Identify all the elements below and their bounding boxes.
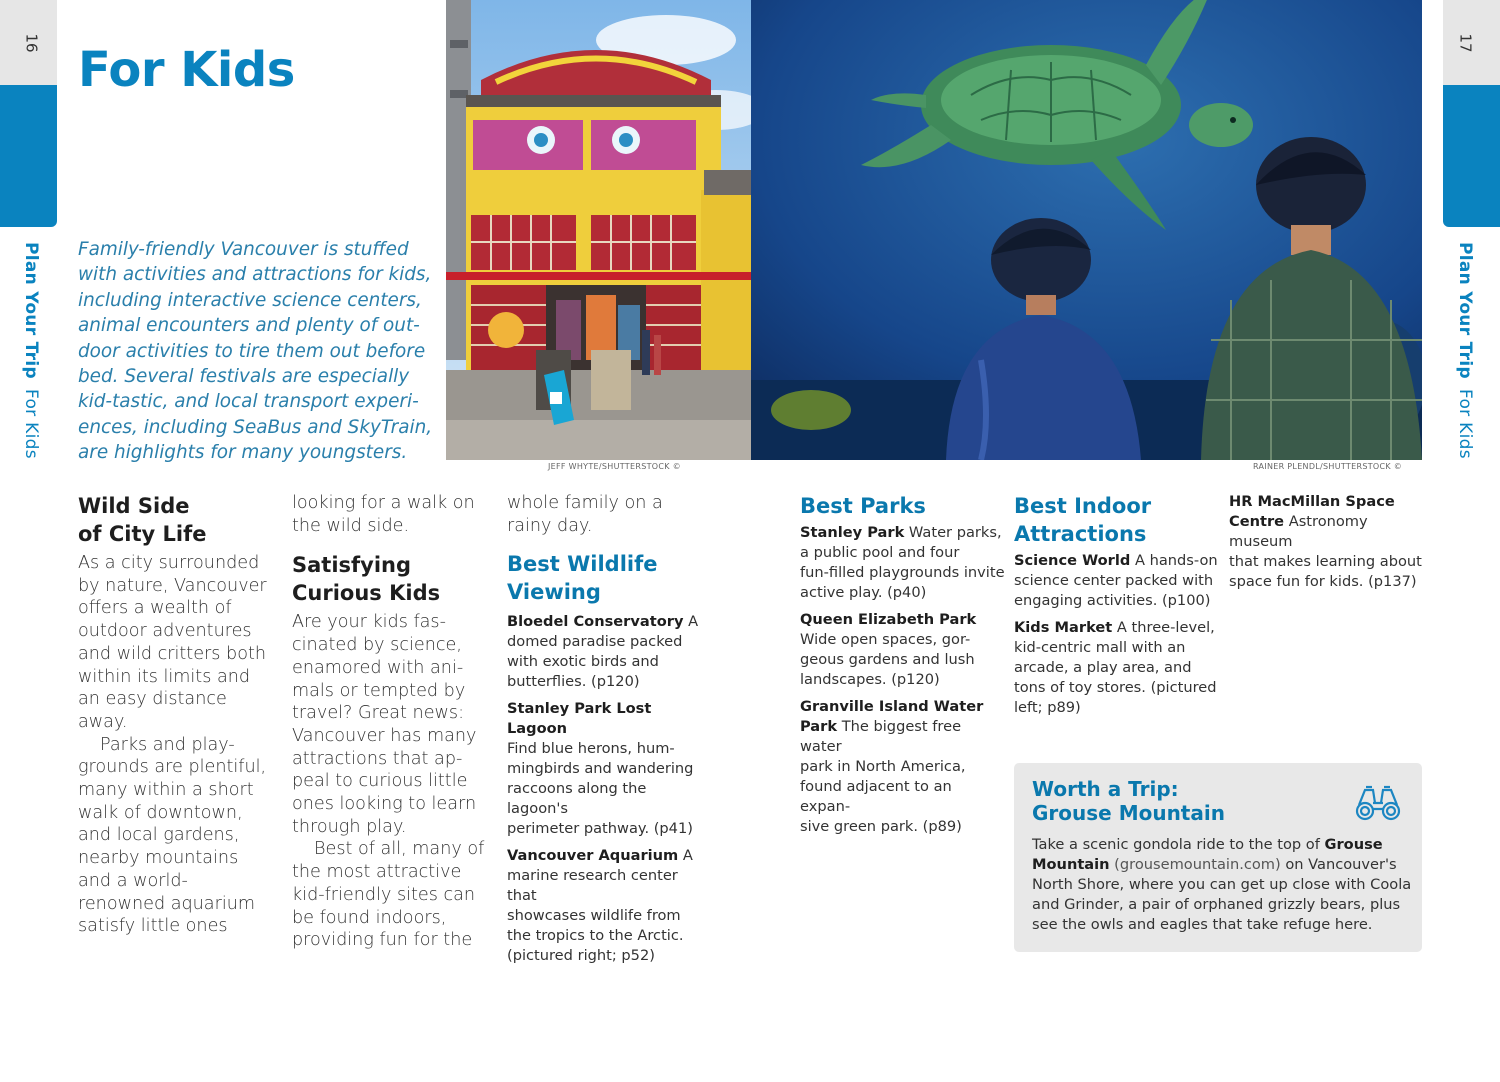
text-line: (pictured right; p52) [507, 947, 655, 965]
text-line: sive green park. (p89) [800, 818, 962, 835]
listing-name: Vancouver Aquarium [507, 847, 679, 865]
heading-line: Viewing [507, 580, 601, 605]
text-line: ones looking to learn [292, 794, 477, 815]
text-line: the tropics to the Arctic. [507, 927, 684, 945]
text-line: enamored with ani- [292, 657, 464, 678]
text-line: Are your kids fas- [292, 612, 446, 633]
text-line: offers a wealth of [78, 598, 232, 619]
curious-kids-lead [292, 492, 492, 537]
text-line: fun-filled playgrounds invite [800, 564, 1005, 581]
listing-name: Park [800, 718, 838, 735]
text-line: looking for a walk on [292, 493, 475, 513]
listing-name: Kids Market [1014, 619, 1113, 636]
heading-best-wildlife [507, 550, 707, 606]
heading-line: Grouse Mountain [1032, 801, 1225, 825]
listing-name: Queen Elizabeth Park [800, 611, 977, 628]
column-wildlife [507, 492, 707, 973]
text-line: Astronomy museum [1229, 513, 1368, 550]
intro-line: are highlights for many youngsters. [78, 442, 408, 464]
text-line: Parks and play- [100, 734, 235, 755]
left-tab-blue [0, 85, 57, 227]
listing-name: HR MacMillan Space [1229, 493, 1395, 510]
right-tab-blue [1443, 85, 1500, 227]
text-line: Best of all, many of [314, 839, 485, 860]
text-line: Vancouver has many [292, 725, 477, 746]
intro-line: ences, including SeaBus and SkyTrain, [78, 416, 433, 438]
wildlife-lead [507, 492, 707, 537]
text-line: A [683, 613, 699, 631]
text-line: A [678, 847, 693, 865]
listing-vancouver-aquarium [507, 846, 707, 966]
text-line: park in North America, [800, 758, 966, 775]
heading-best-indoor [1014, 492, 1219, 548]
text-line: many within a short [78, 780, 254, 801]
text-line: through play. [292, 816, 407, 837]
heading-best-parks: Best Parks [800, 494, 926, 518]
text-line: marine research center that [507, 867, 678, 905]
text-line: mals or tempted by [292, 680, 466, 701]
side-label-topic: For Kids [21, 388, 41, 459]
intro-paragraph [78, 237, 443, 466]
heading-line: Best Indoor [1014, 494, 1152, 518]
text-line: North Shore, where you can get up close with Coola [1032, 876, 1412, 893]
text-line: and wild critters both [78, 643, 267, 664]
text-line: rainy day. [507, 515, 593, 536]
column-wild-side [78, 492, 278, 938]
right-page-number: 17 [1456, 33, 1475, 53]
text-line: kid-centric mall with an [1014, 639, 1186, 656]
heading-curious-kids [292, 551, 492, 607]
left-side-label [21, 242, 41, 459]
place-name: Grouse [1324, 836, 1383, 853]
side-label-topic: For Kids [1455, 388, 1475, 459]
listing-name: Granville Island Water [800, 698, 984, 715]
heading-line: Worth a Trip: [1032, 777, 1179, 801]
kids-market-illustration [446, 0, 751, 460]
text-line: As a city surrounded [78, 553, 260, 573]
heading-line: Best Wildlife [507, 552, 658, 577]
text-line: attractions that ap- [292, 748, 463, 769]
text-line: The biggest free water [800, 718, 962, 755]
text-line: be found indoors, [292, 907, 447, 928]
text-line: see the owls and eagles that take refuge here. [1032, 916, 1373, 933]
text-span: on Vancouver's [1280, 856, 1397, 873]
text-line: renowned aquarium [78, 893, 256, 914]
text-line: mingbirds and wandering [507, 760, 694, 778]
aquarium-illustration [751, 0, 1422, 460]
text-line: science center packed with [1014, 572, 1214, 589]
text-line: A three-level, [1112, 619, 1215, 636]
text-line: within its limits and [78, 666, 251, 687]
curious-kids-paragraph-2 [292, 838, 492, 952]
heading-line: of City Life [78, 522, 207, 546]
text-line: butterflies. (p120) [507, 673, 640, 691]
text-line: travel? Great news: [292, 703, 465, 724]
listing-name: Bloedel Conservatory [507, 613, 684, 631]
text-line: an easy distance [78, 689, 227, 710]
worth-a-trip-title [1032, 777, 1225, 825]
text-line: the wild side. [292, 515, 410, 536]
text-line: the most attractive [292, 862, 462, 883]
heading-wild-side [78, 492, 278, 548]
text-line: left; p89) [1014, 699, 1081, 716]
aquarium-photo [751, 0, 1422, 460]
intro-line: Family-friendly Vancouver is stuffed [78, 239, 409, 260]
text-line: cinated by science, [292, 635, 462, 656]
wild-side-paragraph-1 [78, 552, 278, 734]
curious-kids-paragraph-1 [292, 611, 492, 838]
listing-bloedel-conservatory [507, 612, 707, 692]
column-space-centre [1229, 492, 1429, 599]
left-page-number: 16 [22, 33, 41, 53]
text-line: raccoons along the lagoon's [507, 780, 647, 818]
listing-name: Stanley Park Lost Lagoon [507, 700, 652, 738]
text-line: engaging activities. (p100) [1014, 592, 1211, 609]
text-line: satisfy little ones [78, 916, 228, 937]
text-line: whole family on a [507, 493, 663, 513]
text-line: nearby mountains [78, 848, 239, 869]
listing-stanley-park [800, 523, 1005, 603]
intro-line: with activities and attractions for kids, [78, 264, 432, 286]
text-line: found adjacent to an expan- [800, 778, 952, 815]
heading-line: Satisfying [292, 553, 412, 578]
listing-hr-macmillan [1229, 492, 1429, 592]
left-photo-credit: JEFF WHYTE/SHUTTERSTOCK © [548, 462, 681, 471]
worth-a-trip-box [1014, 763, 1422, 952]
listing-science-world [1014, 551, 1219, 611]
text-line: peal to curious little [292, 771, 468, 792]
side-label-section: Plan Your Trip [21, 242, 41, 379]
text-line: geous gardens and lush [800, 651, 975, 668]
text-line: away. [78, 711, 128, 732]
listing-name: Centre [1229, 513, 1285, 530]
text-line: and local gardens, [78, 825, 240, 846]
text-line: tons of toy stores. (pictured [1014, 679, 1217, 696]
listing-kids-market [1014, 618, 1219, 718]
text-line: and a world- [78, 870, 188, 891]
text-line: providing fun for the [292, 930, 473, 951]
text-line: arcade, a play area, and [1014, 659, 1192, 676]
text-line: domed paradise packed [507, 633, 683, 651]
text-line: Water parks, [904, 524, 1002, 541]
wild-side-paragraph-2 [78, 734, 278, 938]
listing-granville-water-park [800, 697, 1005, 837]
text-line: grounds are plentiful, [78, 757, 267, 778]
intro-line: animal encounters and plenty of out- [78, 315, 420, 337]
text-line: showcases wildlife from [507, 907, 681, 925]
binoculars-icon [1354, 785, 1402, 821]
kids-market-photo [446, 0, 751, 460]
text-line: with exotic birds and [507, 653, 659, 671]
intro-line: bed. Several festivals are especially [78, 366, 410, 388]
text-line: outdoor adventures [78, 621, 252, 642]
listing-name: Stanley Park [800, 524, 905, 541]
text-line: Wide open spaces, gor- [800, 631, 971, 648]
right-side-label [1455, 242, 1475, 459]
column-best-parks [800, 492, 1005, 844]
column-indoor-attractions [1014, 492, 1219, 725]
intro-line: door activities to tire them out before [78, 340, 426, 362]
text-line: A hands-on [1130, 552, 1218, 569]
worth-a-trip-text [1032, 835, 1412, 935]
text-line: by nature, Vancouver [78, 575, 267, 596]
listing-name: Science World [1014, 552, 1131, 569]
intro-line: including interactive science centers, [78, 289, 422, 311]
text-line: space fun for kids. (p137) [1229, 573, 1417, 590]
side-label-section: Plan Your Trip [1455, 242, 1475, 379]
website-link[interactable]: (grousemountain.com) [1109, 856, 1281, 873]
text-line: and Grinder, a pair of orphaned grizzly bears, plus [1032, 896, 1401, 913]
place-name: Mountain [1032, 856, 1110, 873]
intro-line: kid-tastic, and local transport experi- [78, 391, 419, 413]
text-line: a public pool and four [800, 544, 960, 561]
listing-queen-elizabeth-park [800, 610, 1005, 690]
text-line: landscapes. (p120) [800, 671, 940, 688]
listing-lost-lagoon [507, 699, 707, 839]
heading-line: Wild Side [78, 494, 190, 518]
page-title: For Kids [78, 42, 295, 98]
text-line: that makes learning about [1229, 553, 1422, 570]
text-line: perimeter pathway. (p41) [507, 820, 693, 838]
column-curious-kids [292, 492, 492, 952]
text-line: kid-friendly sites can [292, 884, 476, 905]
text-line: active play. (p40) [800, 584, 927, 601]
heading-line: Attractions [1014, 522, 1147, 546]
text-line: Find blue herons, hum- [507, 740, 675, 758]
text-line: walk of downtown, [78, 802, 243, 823]
right-photo-credit: RAINER PLENDL/SHUTTERSTOCK © [1253, 462, 1403, 471]
text-span: Take a scenic gondola ride to the top of [1032, 836, 1325, 853]
heading-line: Curious Kids [292, 581, 441, 606]
